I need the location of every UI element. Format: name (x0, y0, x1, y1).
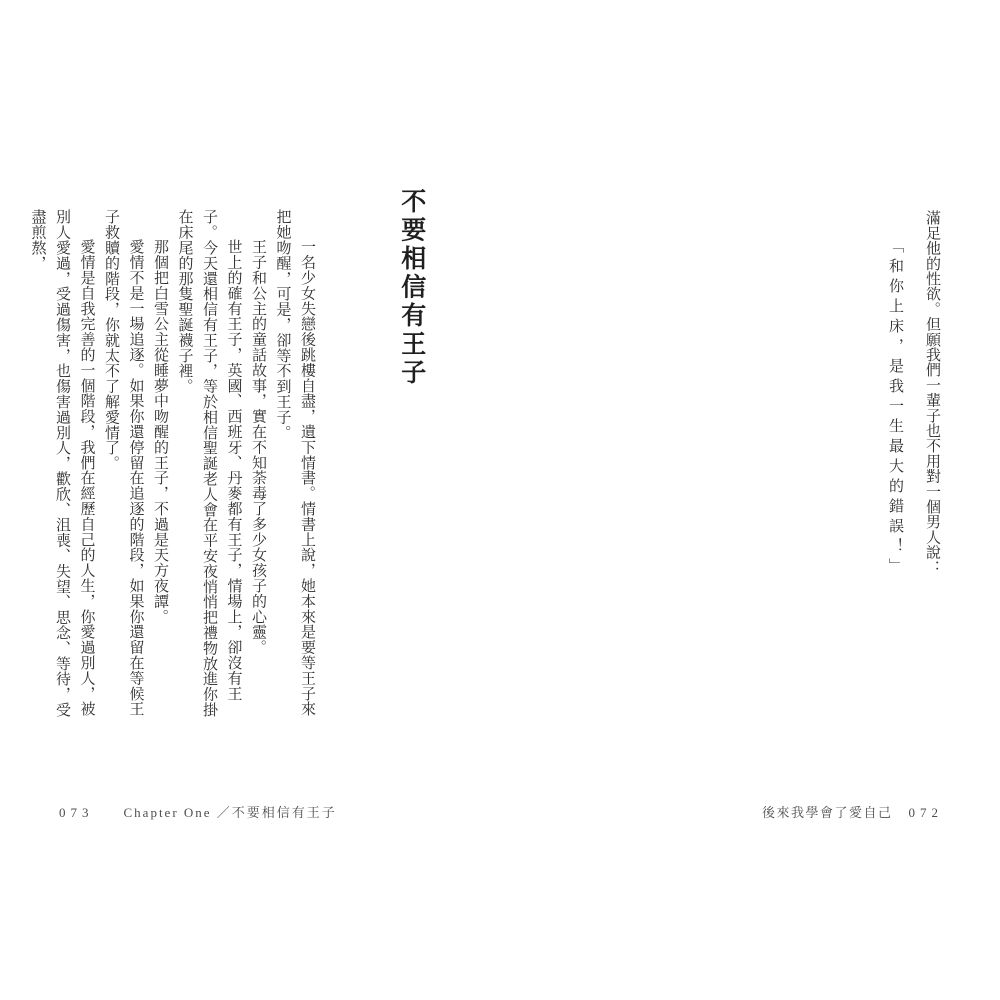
left-chapter-label: Chapter One ／不要相信有王子 (123, 805, 337, 820)
left-page-footer (59, 802, 337, 821)
left-page-number: 073 (59, 805, 94, 820)
body-text (29, 209, 319, 726)
right-page-number: 072 (908, 805, 943, 820)
chapter-title: 不要相信有王子 (397, 188, 425, 388)
quote-line-2: 「和你上床，是我一生最大的錯誤！」 (887, 238, 903, 578)
right-page-footer (762, 802, 943, 821)
body-paragraph: 那個把白雪公主從睡夢中吻醒的王子，不過是天方夜譚。 (152, 239, 168, 624)
quote-line-1: 滿足他的性欲。但願我們一輩子也不用對一個男人說： (924, 210, 940, 575)
book-title: 後來我學會了愛自己 (761, 805, 893, 820)
body-paragraph: 一名少女失戀後跳樓自盡，遺下情書。情書上說，她本來是要等王子來把她吻醒，可是，卻等不到王子。 (274, 209, 315, 717)
body-paragraph: 愛情是自我完善的一個階段，我們在經歷自己的人生，你愛過別人，被別人愛過，受過傷害，也傷害過別人，歡欣、沮喪、失望、思念、等待，受盡煎熬， (29, 209, 95, 718)
body-paragraph: 王子和公主的童話故事，實在不知荼毒了多少女孩子的心靈。 (250, 239, 266, 655)
body-paragraph: 愛情不是一場追逐。如果你還停留在追逐的階段，如果你還留在等候王子救贖的階段，你就太不了解愛情了。 (103, 209, 144, 717)
body-paragraph: 世上的確有王子，英國、西班牙、丹麥都有王子，情場上，卻沒有王子。今天還相信有王子，等於相信聖誕老人會在平安夜悄悄把禮物放進你掛在床尾的那隻聖誕襪子裡。 (176, 209, 242, 718)
right-page-quote (876, 210, 950, 598)
